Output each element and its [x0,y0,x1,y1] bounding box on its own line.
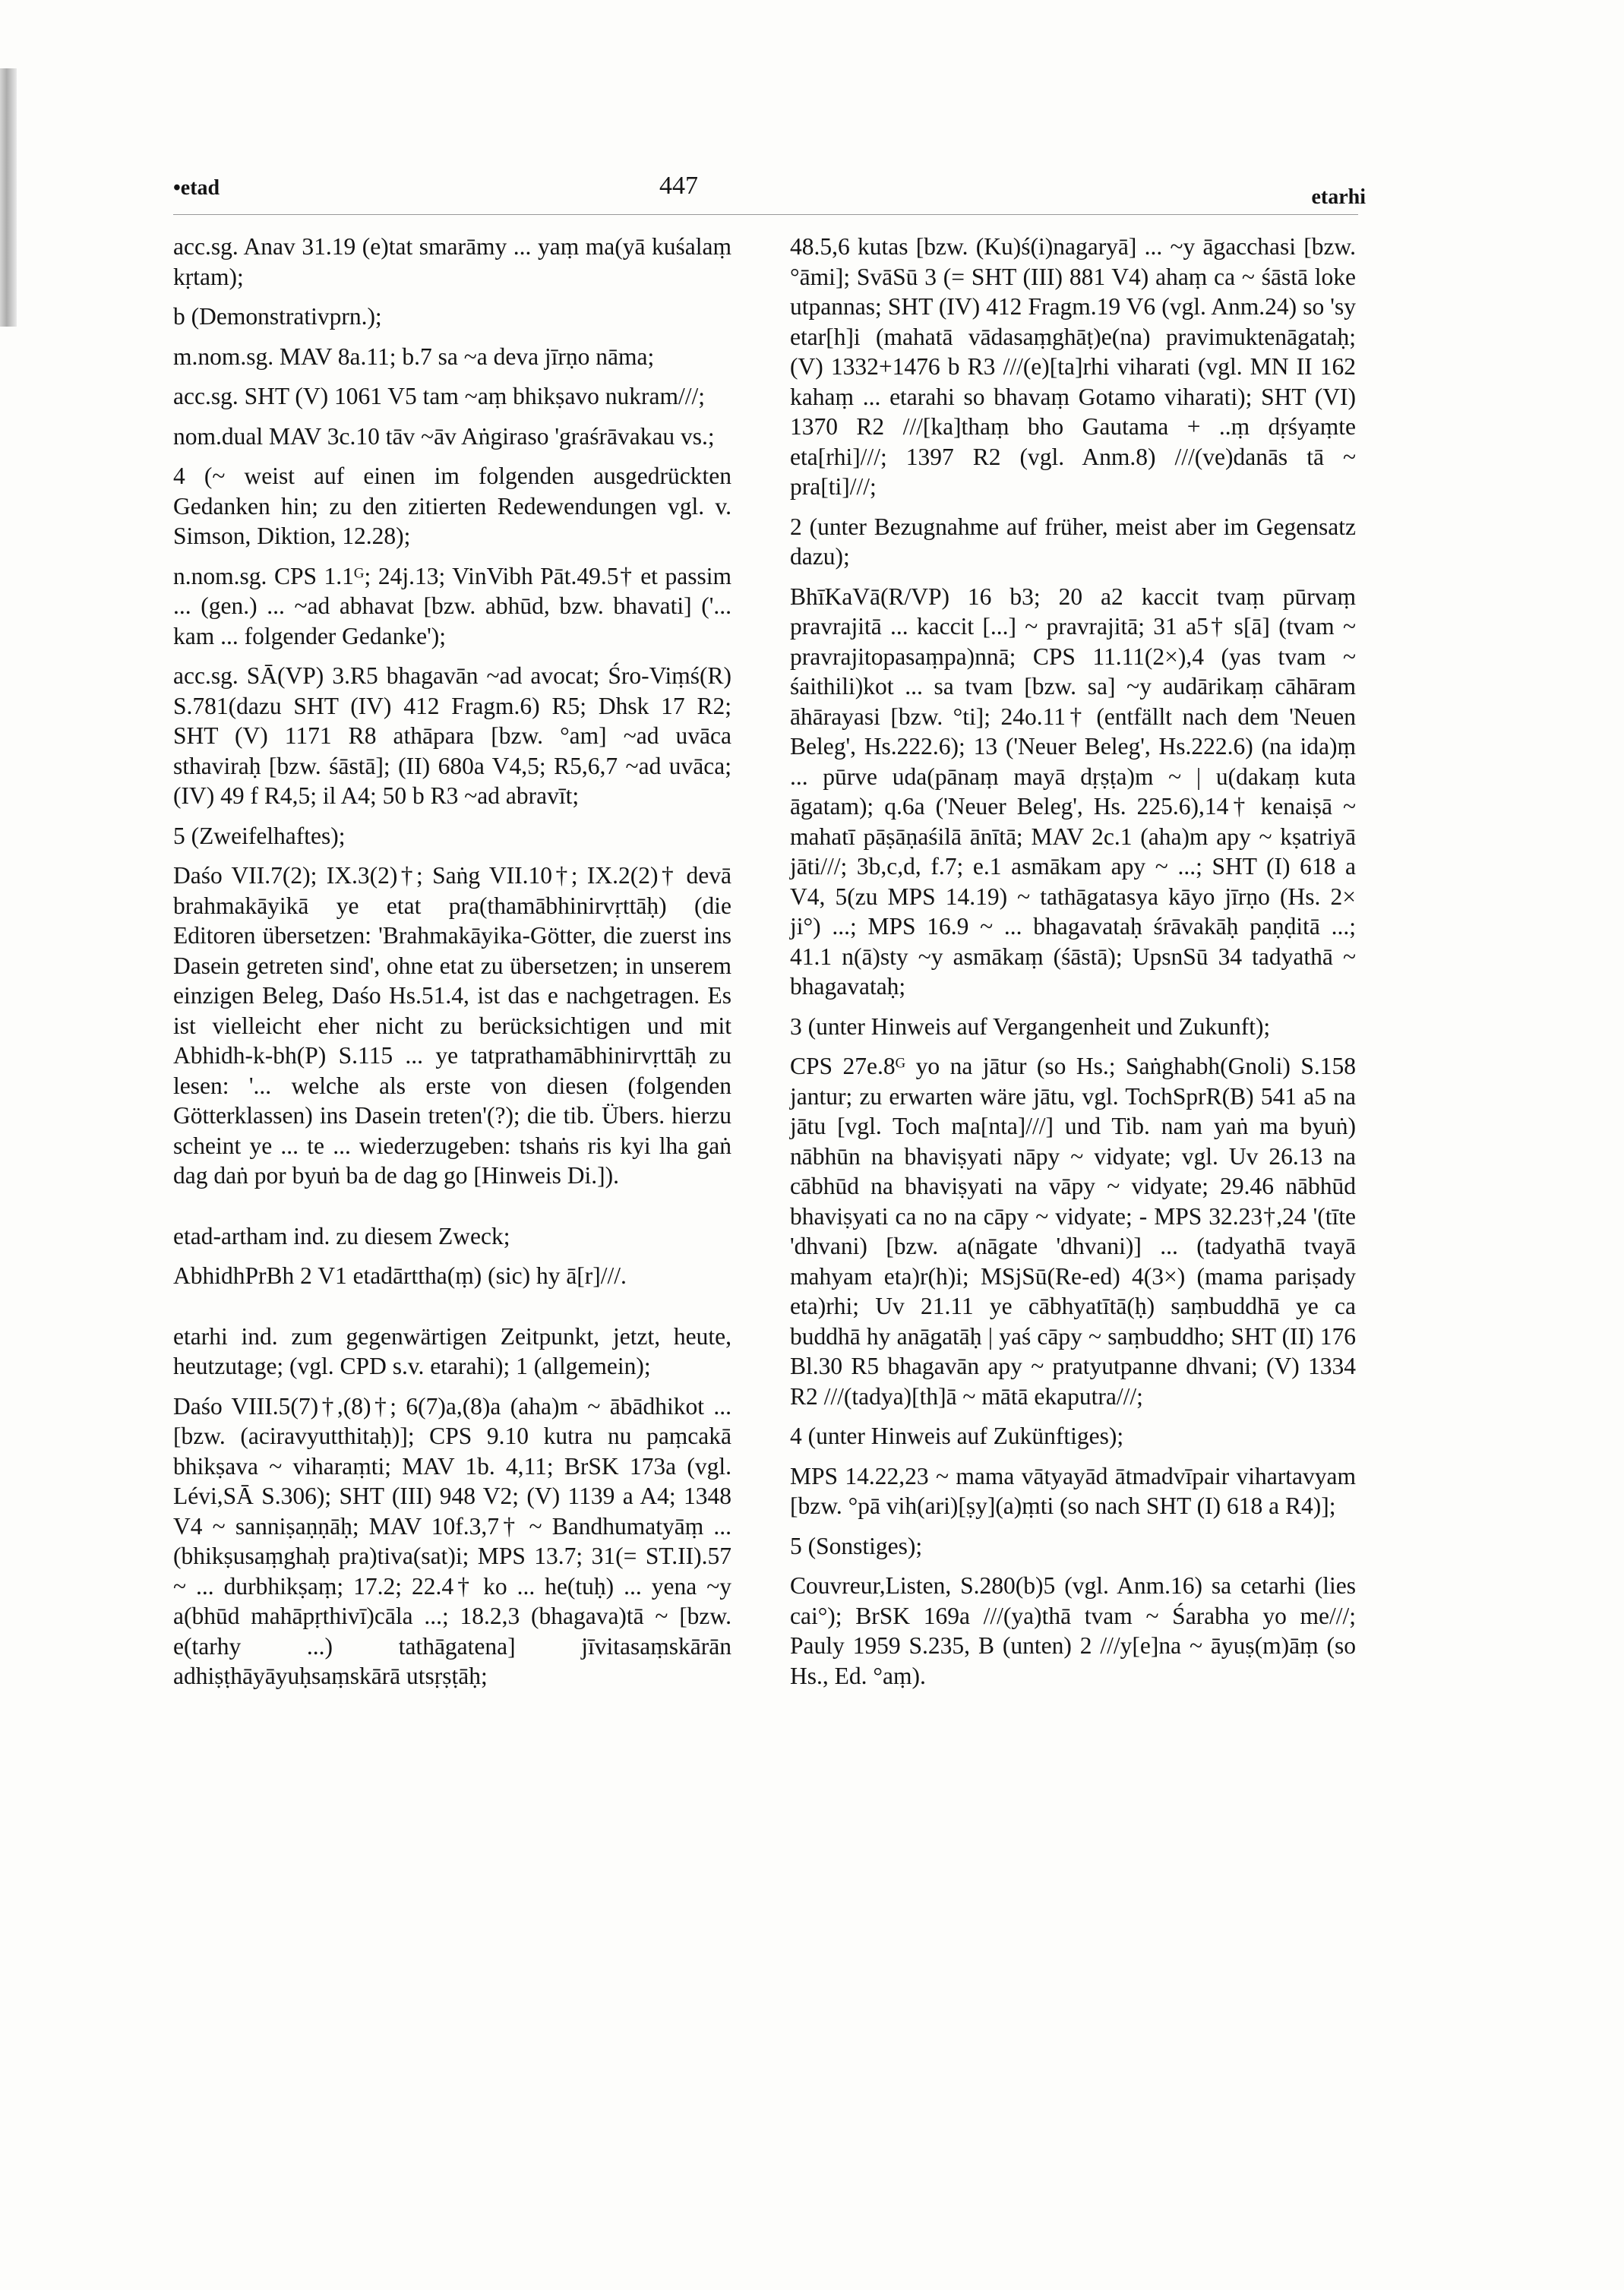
entry-paragraph: 4 (unter Hinweis auf Zukünftiges); [790,1423,1124,1449]
entry-paragraph: MPS 14.22,23 ~ mama vātyayād ātmadvīpair vihartavyam [bzw. °pā vih(ari)[ṣy](a)ṃti (so nach SHT (I) 618 a R4)]; [790,1462,1356,1519]
entry-paragraph: nom.dual MAV 3c.10 tāv ~āv Aṅgiraso 'graśrāvakau vs.; [173,422,715,450]
entry-paragraph: 4 (~ weist auf einen im folgenden ausgedrückten Gedanken hin; zu den zitierten Redewendungen vgl. v. Simson, Diktion, 12.28); [173,463,731,549]
page-number: 447 [659,172,698,200]
entry-paragraph: acc.sg. SĀ(VP) 3.R5 bhagavān ~ad avocat; Śro-Viṃś(R) S.781(dazu SHT (IV) 412 Fragm.6) R5; Dhsk 17 R2; SHT (V) 1171 R8 athāpara [bzw. °am] ~ad uvāca sthaviraḥ [bzw. śāstā]; (II) 680a V4,5; R5,6,7 ~ad uvāca; (IV) 49 f R4,5; il A4; 50 b R3 ~ad abravīt; [173,662,731,809]
entry-paragraph: Daśo VIII.5(7)†,(8)†; 6(7)a,(8)a (aha)m ~ ābādhikot ... [bzw. (aciravyutthitaḥ)]; CPS 9.10 kutra nu paṃcakā bhikṣava ~ viharaṃti; MAV 1b. 4,11; BrSK 173a (vgl. Lévi,SĀ S.306); SHT (III) 948 V2; (V) 1139 a A4; 1348 V4 ~ sanniṣaṇṇāḥ; MAV 10f.3,7† ~ Bandhumatyāṃ ... (bhikṣusaṃghaḥ pra)tiva(sat)i; MPS 13.7; 31(= ST.II).57 ~ ... durbhikṣaṃ; 17.2; 22.4† ko ... he(tuḥ) ... yena ~y a(bhūd mahāpṛthivī)cāla ...; 18.2,3 (bhagava)tā ~ [bzw. e(tarhy ...) tathāgatena] jīvitasaṃskārān adhiṣṭhāyāyuḥsaṃskārā utsṛṣṭāḥ; [173,1392,731,1689]
scan-edge-artifact [0,68,17,327]
entry-paragraph: 5 (Zweifelhaftes); [173,822,346,849]
left-column [173,232,731,1701]
entry-paragraph: Couvreur,Listen, S.280(b)5 (vgl. Anm.16) sa cetarhi (lies cai°); BrSK 169a ///(ya)thā tvam ~ Śarabha yo me///; Pauly 1959 S.235, B (unten) 2 ///y[e]na ~ āyuṣ(m)āṃ (so Hs., Ed. °aṃ). [790,1572,1356,1689]
entry-paragraph: CPS 27e.8ᴳ yo na jātur (so Hs.; Saṅghabh(Gnoli) S.158 jantur; zu erwarten wäre jātu, vgl. TochSprR(B) 541 a5 na jātu [vgl. Toch ma[nta]///] und Tib. nam yaṅ ma byuṅ) nābhūn na bhaviṣyati nāpy ~ vidyate; vgl. Uv 26.13 na cābhūd na bhaviṣyati na vāpy ~ vidyate; 29.46 nābhūd bhaviṣyati ca no na cāpy ~ vidyate; - MPS 32.23†,24 '(tīte 'dhvani) [bzw. a(nāgate 'dhvani)] ... (tadyathā tvayā mahyam eta)r(h)i; MSjSū(Re-ed) 4(3×) (mama pariṣady eta)rhi; Uv 21.11 ye cābhyatītā(ḥ) saṃbuddhā ye ca buddhā hy anāgatāḥ | yaś cāpy ~ saṃbuddho; SHT (II) 176 Bl.30 R5 bhagavān apy ~ pratyutpanne dhvani; (V) 1334 R2 ///(tadya)[th]ā ~ mātā ekaputra///; [790,1053,1356,1410]
right-column [790,232,1356,1701]
entry-paragraph: b (Demonstrativprn.); [173,303,382,330]
entry-paragraph: Daśo VII.7(2); IX.3(2)†; Saṅg VII.10†; IX.2(2)† devā brahmakāyikā ye etat pra(thamābhinirvṛttāḥ) (die Editoren übersetzen: 'Brahmakāyika-Götter, die zuerst ins Dasein getreten sind', ohne etat zu übersetzen; in unserem einzigen Beleg, Daśo Hs.51.4, ist das e nachgetragen. Es ist vielleicht eher nicht zu berücksichtigen und mit Abhidh-k-bh(P) S.115 ... ye tatprathamābhinirvṛttāḥ zu lesen: '... welche als erste von diesen (folgenden Götterklassen) ins Dasein treten'(?); die tib. Übers. hierzu scheint ye ... te ... wiederzugeben: tshaṅs ris kyi lha gaṅ dag daṅ por byuṅ ba de dag go [Hinweis Di.]). [173,862,731,1189]
entry-paragraph: 48.5,6 kutas [bzw. (Ku)ś(i)nagaryā] ... ~y āgacchasi [bzw. °āmi]; SvāSū 3 (= SHT (III) 881 V4) ahaṃ ca ~ śāstā loke utpannas; SHT (IV) 412 Fragm.19 V6 (vgl. Anm.24) so 'sy etar[h]i (mahatā vādasaṃghāṭ)e(na) pravimuktenāgataḥ; (V) 1332+1476 b R3 ///(e)[ta]rhi viharati (vgl. MN II 162 kahaṃ ... etarahi so bhavaṃ Gotamo viharati); SHT (VI) 1370 R2 ///[ka]thaṃ bho Gautama + ..ṃ dṛśyaṃte eta[rhi]///; 1397 R2 (vgl. Anm.8) ///(ve)danās tā ~ pra[ti]///; [790,233,1356,500]
lemma-etarhi: etarhi ind. zum gegenwärtigen Zeitpunkt, jetzt, heute, heutzutage; (vgl. CPD s.v. etarahi); 1 (allgemein); [173,1322,731,1379]
header-rule [173,214,1358,215]
header-right-keyword: etarhi [1311,185,1366,209]
entry-paragraph: m.nom.sg. MAV 8a.11; b.7 sa ~a deva jīrṇo nāma; [173,343,655,370]
header-left-keyword: •etad [173,176,220,200]
entry-paragraph: AbhidhPrBh 2 V1 etadārttha(ṃ) (sic) hy ā[r]///. [173,1262,627,1289]
entry-paragraph: n.nom.sg. CPS 1.1ᴳ; 24j.13; VinVibh Pāt.49.5† et passim ... (gen.) ... ~ad abhavat [bzw. abhūd, bzw. bhavati] ('... kam ... folgender Gedanke'); [173,562,731,649]
entry-paragraph: BhīKaVā(R/VP) 16 b3; 20 a2 kaccit tvaṃ pūrvaṃ pravrajitā ... kaccit [...] ~ pravrajitā; 31 a5† s[ā] (tvam ~ pravrajitopasaṃpa)nnā; CPS 11.11(2×),4 (yas tvam ~ śaithili)kot ... sa tvam [bzw. sa] ~y audārikaṃ cāhāram āhārayasi [bzw. °ti]; 24o.11† (entfällt nach dem 'Neuen Beleg', Hs.222.6); 13 ('Neuer Beleg', Hs.222.6) (na ida)ṃ ... pūrve uda(pānaṃ mayā dṛṣṭa)m ~ | u(dakaṃ kuta āgatam); q.6a ('Neuer Beleg', Hs. 225.6),14† kenaiṣā ~ mahatī pāṣāṇaśilā ānītā; MAV 2c.1 (aha)m apy ~ kṣatriyā jāti///; 3b,c,d, f.7; e.1 asmākam apy ~ ...; SHT (I) 618 a V4, 5(zu MPS 14.19) ~ tathāgatasya kāyo jīrṇo (Hs. 2× ji°) ...; MPS 16.9 ~ ... bhagavataḥ śrāvakāḥ paṇḍitā ...; 41.1 n(ā)sty ~y asmākaṃ (śāstā); UpsnSū 34 tadyathā ~ bhagavataḥ; [790,583,1356,1000]
entry-paragraph: 5 (Sonstiges); [790,1532,923,1559]
lemma-etad-artham: etad-artham ind. zu diesem Zweck; [173,1222,510,1249]
entry-paragraph: 3 (unter Hinweis auf Vergangenheit und Zukunft); [790,1012,1271,1040]
entry-paragraph: acc.sg. SHT (V) 1061 V5 tam ~aṃ bhikṣavo nukram///; [173,383,706,409]
entry-paragraph: 2 (unter Bezugnahme auf früher, meist aber im Gegensatz dazu); [790,513,1356,570]
page-header [173,172,1366,214]
entry-paragraph: acc.sg. Anav 31.19 (e)tat smarāmy ... yaṃ ma(yā kuśalaṃ kṛtam); [173,233,731,290]
